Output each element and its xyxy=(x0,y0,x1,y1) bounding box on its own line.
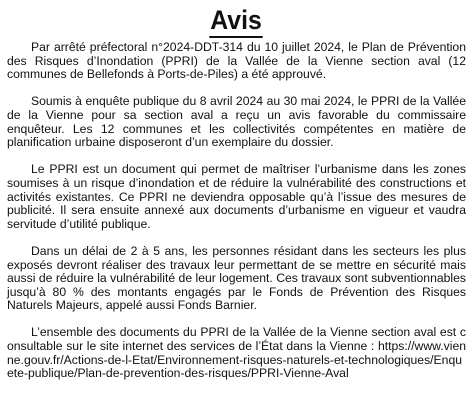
paragraph-documents-url: L’ensemble des documents du PPRI de la Vallée de la Vienne section aval est consultable sur le site internet des services de l’État dans la Vienne : https://www.vienne.gouv.fr/Actions-de-l-Etat/Environnement-risques-naturels-et-technologiques/Enquete-publique/Plan-de-prevention-des-risques/PPRI-Vienne-Aval xyxy=(7,325,466,381)
notice-body xyxy=(7,41,466,381)
paragraph-works-deadline: Dans un délai de 2 à 5 ans, les personnes résidant dans les secteurs les plus exposés devront réaliser des travaux leur permettant de se mettre en sécurité mais aussi de réduire la vulnérabilité de leur logement. Ces travaux sont subventionnables jusqu’à 80 % des montants engagés par le Fonds de Prévention des Risques Naturels Majeurs, appelé aussi Fonds Barnier. xyxy=(7,243,466,313)
paragraph-ppri-definition: Le PPRI est un document qui permet de maîtriser l’urbanisme dans les zones soumises à un risque d’inondation et de réduire la vulnérabilité des constructions et activités existantes. Ce PPRI ne deviendra opposable qu’à l’issue des mesures de publicité. Il sera ensuite annexé aux documents d’urbanisme en vigueur et vaudra servitude d’utilité publique. xyxy=(7,162,466,231)
notice-title: Avis xyxy=(210,5,263,38)
paragraph-approval: Par arrêté préfectoral n°2024-DDT-314 du 10 juillet 2024, le Plan de Prévention des Risques d’Inondation (PPRI) de la Vallée de la Vienne section aval (12 communes de Bellefonds à Ports-de-Piles) a été approuvé. xyxy=(7,40,466,82)
title-container xyxy=(0,5,473,38)
paragraph-public-inquiry: Soumis à enquête publique du 8 avril 2024 au 30 mai 2024, le PPRI de la Vallée de la Vienne pour sa section aval a reçu un avis favorable du commissaire enquêteur. Les 12 communes et les collectivités compétentes en matière de planification urbaine disposeront d’un exemplaire du dossier. xyxy=(7,94,466,150)
